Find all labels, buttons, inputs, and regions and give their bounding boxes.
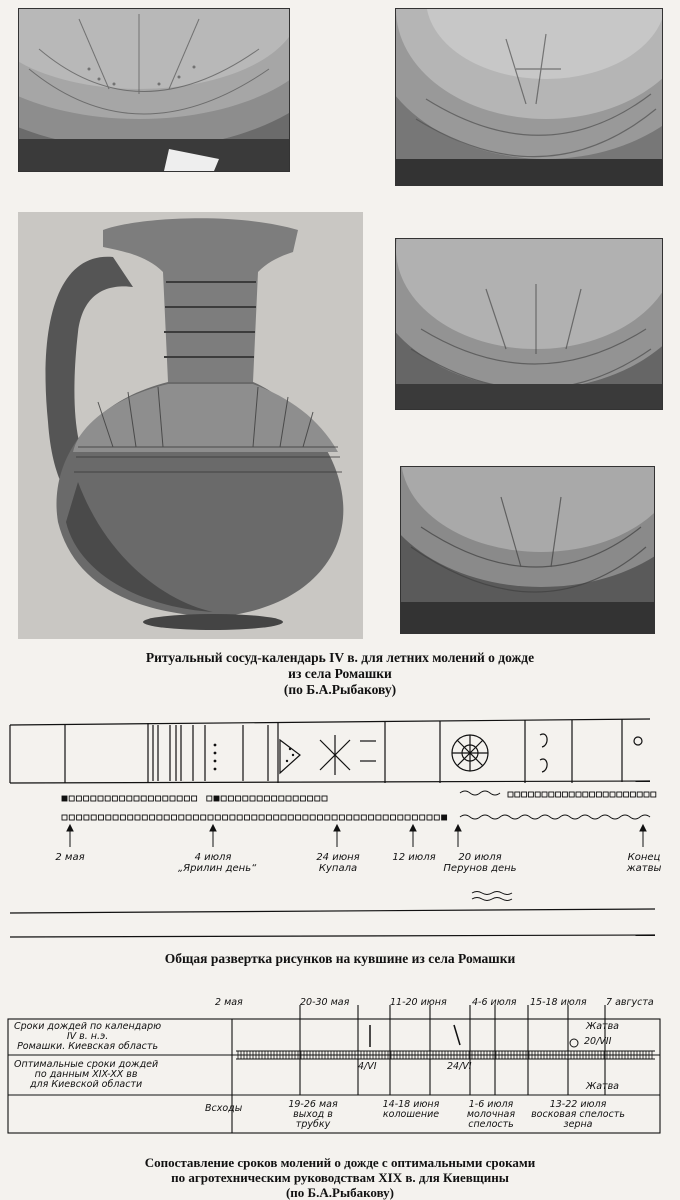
day-square [127, 796, 132, 801]
marker-label: 20 июля Перунов день [443, 852, 517, 874]
day-square [230, 815, 235, 820]
day-square [214, 796, 219, 801]
day-square [228, 796, 233, 801]
day-square [427, 815, 432, 820]
day-square [134, 796, 139, 801]
day-square [207, 796, 212, 801]
day-square [163, 796, 168, 801]
figure2-caption [0, 951, 680, 967]
day-square [281, 815, 286, 820]
day-square [610, 792, 615, 797]
day-square [237, 815, 242, 820]
day-square [236, 796, 241, 801]
day-square [157, 815, 162, 820]
day-square [193, 815, 198, 820]
day-square [172, 815, 177, 820]
figure3-caption [0, 1155, 680, 1200]
row1-label: Сроки дождей по календарю IV в. н.э. Ромашки. Киевская область [14, 1021, 162, 1052]
day-square [322, 796, 327, 801]
caption-line: (по Б.А.Рыбакову) [283, 682, 397, 697]
day-square [91, 796, 96, 801]
top-date: 11-20 июня [390, 997, 447, 1008]
figure1-caption [0, 650, 680, 698]
caption-line: из села Ромашки [288, 666, 392, 681]
day-square [596, 792, 601, 797]
day-square [84, 796, 89, 801]
marker-label: 24 июня Купала [316, 852, 360, 874]
day-square [150, 815, 155, 820]
day-square [223, 815, 228, 820]
day-square [69, 815, 74, 820]
day-square [310, 815, 315, 820]
day-square [535, 792, 540, 797]
day-square [308, 796, 313, 801]
day-square [84, 815, 89, 820]
jug-drawing-development [0, 705, 680, 945]
day-square [179, 815, 184, 820]
day-square [156, 796, 161, 801]
day-square [62, 815, 67, 820]
day-square [201, 815, 206, 820]
day-square [347, 815, 352, 820]
day-square [69, 796, 74, 801]
day-square [590, 792, 595, 797]
day-square [361, 815, 366, 820]
day-square [98, 796, 103, 801]
day-square [250, 796, 255, 801]
top-date: 20-30 мая [300, 997, 350, 1008]
day-square [105, 796, 110, 801]
marker-label: 4 июля „Ярилин день“ [178, 852, 257, 874]
day-square [303, 815, 308, 820]
inner-mark: Жатва [586, 1081, 620, 1092]
day-square [128, 815, 133, 820]
caption-line: Общая развертка рисунков на кувшине из села Ромашки [164, 951, 516, 966]
caption-line: Сопоставление сроков молений о дожде с оптимальными сроками [144, 1155, 536, 1170]
day-square [369, 815, 374, 820]
day-square [617, 792, 622, 797]
day-square [243, 796, 248, 801]
day-square [141, 796, 146, 801]
caption-line: по агротехническим руководствам XIX в. для Киевщины [171, 1170, 509, 1185]
day-square [186, 815, 191, 820]
day-square [442, 815, 447, 820]
photo-jug-rim-detail-2 [395, 8, 663, 186]
day-square [288, 815, 293, 820]
day-square [522, 792, 527, 797]
day-square [91, 815, 96, 820]
day-square [177, 796, 182, 801]
day-square [515, 792, 520, 797]
photo-jug-rim-detail-4 [400, 466, 655, 634]
day-square [556, 792, 561, 797]
day-square [192, 796, 197, 801]
day-square [208, 815, 213, 820]
day-square [148, 796, 153, 801]
day-square [245, 815, 250, 820]
day-square [264, 796, 269, 801]
day-square [412, 815, 417, 820]
day-square [120, 796, 125, 801]
day-square [339, 815, 344, 820]
day-square [274, 815, 279, 820]
marker-label: 2 мая [55, 852, 85, 863]
day-square [142, 815, 147, 820]
day-square [434, 815, 439, 820]
inner-mark: 24/VI [447, 1061, 472, 1072]
day-square [293, 796, 298, 801]
photo-jug-rim-detail-3 [395, 238, 663, 410]
day-square [170, 796, 175, 801]
day-square [576, 792, 581, 797]
day-square [296, 815, 301, 820]
day-square [184, 796, 189, 801]
day-square [376, 815, 381, 820]
day-square [113, 815, 118, 820]
day-square [630, 792, 635, 797]
top-date: 15-18 июля [530, 997, 587, 1008]
photo-jug [18, 212, 363, 639]
caption-line: Ритуальный сосуд-календарь IV в. для летних молений о дожде [145, 650, 535, 665]
marker-label: 12 июля [392, 852, 436, 863]
day-square [257, 796, 262, 801]
top-date: 7 августа [606, 997, 654, 1008]
day-square [318, 815, 323, 820]
inner-mark: 20/VII [584, 1036, 612, 1047]
day-square [569, 792, 574, 797]
day-square [300, 796, 305, 801]
day-square [286, 796, 291, 801]
day-square [62, 796, 67, 801]
day-square [405, 815, 410, 820]
day-square [508, 792, 513, 797]
day-square [354, 815, 359, 820]
day-square [266, 815, 271, 820]
day-square [325, 815, 330, 820]
day-square [383, 815, 388, 820]
phase-label: 19-26 мая выход в трубку [288, 1099, 338, 1130]
day-square [315, 796, 320, 801]
day-square [252, 815, 257, 820]
day-square [651, 792, 656, 797]
day-square [135, 815, 140, 820]
day-square [112, 796, 117, 801]
day-square [106, 815, 111, 820]
phase-label: 14-18 июня колошение [382, 1099, 440, 1120]
inner-mark: 4/VI [358, 1061, 377, 1072]
calendar-days-row-1 [62, 792, 656, 801]
day-square [272, 796, 277, 801]
day-square [332, 815, 337, 820]
day-square [542, 792, 547, 797]
top-date: 4-6 июля [472, 997, 517, 1008]
inner-mark: Жатва [586, 1021, 620, 1032]
day-square [164, 815, 169, 820]
phase-label: 13-22 июля восковая спелость зерна [531, 1099, 625, 1130]
day-square [528, 792, 533, 797]
day-square [215, 815, 220, 820]
day-square [420, 815, 425, 820]
day-square [624, 792, 629, 797]
day-square [583, 792, 588, 797]
day-square [398, 815, 403, 820]
day-square [637, 792, 642, 797]
phase-label: Всходы [205, 1103, 243, 1114]
day-square [549, 792, 554, 797]
day-square [391, 815, 396, 820]
day-square [120, 815, 125, 820]
day-square [603, 792, 608, 797]
day-square [644, 792, 649, 797]
top-date: 2 мая [215, 997, 243, 1008]
day-square [279, 796, 284, 801]
phase-label: 1-6 июля молочная спелость [466, 1099, 516, 1130]
caption-line: (по Б.А.Рыбакову) [285, 1185, 395, 1200]
day-square [562, 792, 567, 797]
photo-jug-rim-detail-1 [18, 8, 290, 172]
day-square [259, 815, 264, 820]
day-square [77, 815, 82, 820]
row2-label: Оптимальные сроки дождей по данным XIX-XX вв для Киевской области [14, 1059, 159, 1090]
marker-label: Конец жатвы [626, 852, 662, 874]
day-square [99, 815, 104, 820]
calendar-days-row-2 [62, 815, 447, 820]
day-square [76, 796, 81, 801]
day-square [221, 796, 226, 801]
